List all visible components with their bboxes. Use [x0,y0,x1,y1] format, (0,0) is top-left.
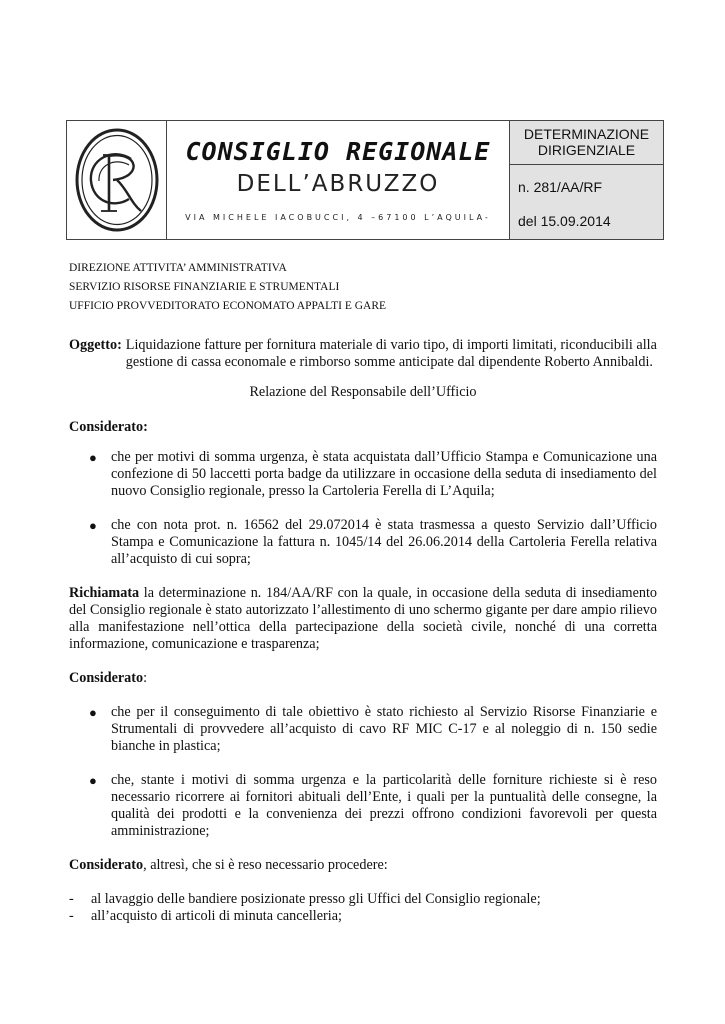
considerato-list-2 [69,704,657,840]
considerato-heading-2-label: Considerato [69,670,144,686]
org-subname: DELL’ABRUZZO [236,171,440,197]
office-list [69,259,386,316]
subject-block [69,337,657,371]
richiamata-paragraph [69,585,657,653]
report-title: Relazione del Responsabile dell’Ufficio [249,384,477,400]
considerato-text-3: , altresì, che si è reso necessario procedere: [143,857,388,873]
determination-title-line2: DIRIGENZIALE [537,142,636,158]
list-item-text: che per il conseguimento di tale obiettivo è stato richiesto al Servizio Risorse Finanziarie e Strumentali di provvedere all’acquisto di cavo RF MIC C-17 e al noleggio di n. 150 sedie bianche in plastica; [111,704,657,754]
considerato-heading-2 [69,670,657,687]
list-item [69,517,657,568]
bullet-dot-icon: ● [89,518,97,533]
office-unit: UFFICIO PROVVEDITORATO ECONOMATO APPALTI E GARE [69,300,387,312]
determination-info-cell [510,121,663,239]
bullet-dot-icon: ● [89,450,97,465]
considerato-heading-1: Considerato: [69,419,148,435]
cr-monogram-seal-logo [73,125,161,235]
logo-cell [67,121,167,239]
richiamata-text: la determinazione n. 184/AA/RF con la quale, in occasione della seduta di insediamento del Consiglio regionale è stato autorizzato l’allestimento di uno schermo gigante per dare ampio rilievo alla manifestazione nell’ottica della partecipazione della società civile, nonché di una corretta informazione, comunicazione e trasparenza; [69,585,657,652]
considerato-heading-3: Considerato [69,857,144,873]
dash-marker: - [69,908,74,924]
determination-title [510,121,663,165]
considerato-paragraph-3 [69,857,657,874]
list-item [69,704,657,755]
org-address: VIA MICHELE IACOBUCCI, 4 –67100 L’AQUILA- [185,213,491,222]
determination-date: del 15.09.2014 [518,213,611,229]
list-item-text: che con nota prot. n. 16562 del 29.072014 è stata trasmessa a questo Servizio dall’Ufficio Stampa e Comunicazione la fattura n. 1045/14 del 26.06.2014 della Cartoleria Ferella relativa all’acquisto di cui sopra; [111,517,657,567]
list-item-text: all’acquisto di articoli di minuta cancelleria; [91,908,342,924]
list-item-text: al lavaggio delle bandiere posizionate presso gli Uffici del Consiglio regionale; [91,891,541,907]
list-item [69,891,657,908]
considerato-heading-2-colon: : [143,670,148,686]
list-item [69,908,657,925]
richiamata-label: Richiamata [69,585,140,601]
org-name: CONSIGLIO REGIONALE [185,137,491,166]
bullet-dot-icon: ● [89,705,97,720]
list-item-text: che, stante i motivi di somma urgenza e la particolarità delle forniture richieste si è reso necessario ricorrere ai fornitori abituali dell’Ente, i quali per la puntualità delle consegne, la qualità dei prodotti e la convenienza dei prezzi offrono condizioni favorevoli per questa amministrazione; [111,772,657,839]
determination-title-line1: DETERMINAZIONE [523,126,650,142]
header-title-cell [167,121,510,239]
document-header [66,120,664,240]
list-item-text: che per motivi di somma urgenza, è stata acquistata dall’Ufficio Stampa e Comunicazione una confezione di 50 laccetti porta badge da utilizzare in occasione della seduta di insediamento del nuovo Consiglio regionale, presso la Cartoleria Ferella di L’Aquila; [111,449,657,499]
determination-number: n. 281/AA/RF [518,179,603,195]
office-direction: DIREZIONE ATTIVITA’ AMMINISTRATIVA [69,262,287,274]
office-service: SERVIZIO RISORSE FINANZIARIE E STRUMENTALI [69,281,340,293]
document-body [69,337,657,925]
list-item [69,772,657,840]
subject-text: Liquidazione fatture per fornitura materiale di vario tipo, di importi limitati, riconducibili alla gestione di cassa economale e rimborso somme anticipate dal dipendente Roberto Annibaldi. [125,337,657,370]
considerato-list-1 [69,449,657,568]
bullet-dot-icon: ● [89,773,97,788]
procedure-list [69,891,657,925]
subject-label: Oggetto: [69,337,122,353]
list-item [69,449,657,500]
dash-marker: - [69,891,74,907]
